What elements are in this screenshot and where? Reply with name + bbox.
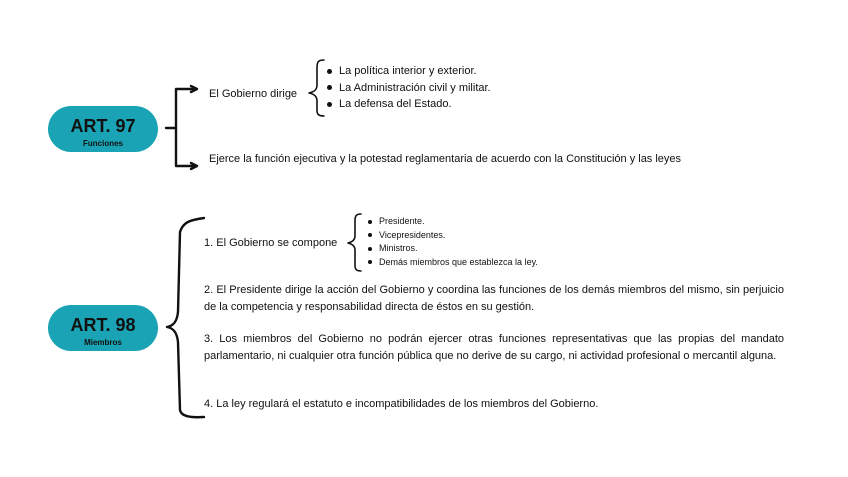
art98-point1-label: 1. El Gobierno se compone: [204, 237, 338, 249]
art98-subtitle: Miembros: [84, 338, 122, 347]
art97-pill: [48, 106, 158, 152]
list-item: Vicepresidentes.: [368, 229, 538, 243]
art97-bracket: [166, 89, 196, 166]
art97-sub-brace: [309, 60, 324, 116]
art98-sub-brace: [348, 214, 361, 271]
list-item: Ministros.: [368, 242, 538, 256]
art97-subtitle: Funciones: [82, 139, 123, 148]
art98-pill: [48, 305, 158, 351]
list-item: Demás miembros que establezca la ley.: [368, 256, 538, 270]
art98-brace: [167, 218, 204, 417]
list-item: Presidente.: [368, 215, 538, 229]
art97-branch2-text: Ejerce la función ejecutiva y la potestad reglamentaria de acuerdo con la Constitución y las leyes: [209, 153, 682, 165]
art98-point3: 3. Los miembros del Gobierno no podrán ejercer otras funciones representativas que las propias del mandato parlamentario, ni cualquier otra función pública que no derive de su cargo, ni actividad profesional o mercantil alguna.: [204, 333, 784, 362]
art97-title: ART. 97: [70, 116, 136, 136]
list-item: La política interior y exterior.: [327, 63, 491, 80]
art98-point1-list: [368, 215, 538, 269]
art98-point2: 2. El Presidente dirige la acción del Gobierno y coordina las funciones de los demás miembros del mismo, sin perjuicio de la competencia y responsabilidad directa de éstos en su gestión.: [204, 284, 784, 313]
list-item: La Administración civil y militar.: [327, 80, 491, 97]
list-item: La defensa del Estado.: [327, 96, 491, 113]
art97-branch1-list: [327, 63, 491, 113]
art98-point4: 4. La ley regulará el estatuto e incompatibilidades de los miembros del Gobierno.: [204, 398, 599, 410]
art97-branch1-label: El Gobierno dirige: [209, 88, 298, 100]
art98-title: ART. 98: [70, 315, 136, 335]
